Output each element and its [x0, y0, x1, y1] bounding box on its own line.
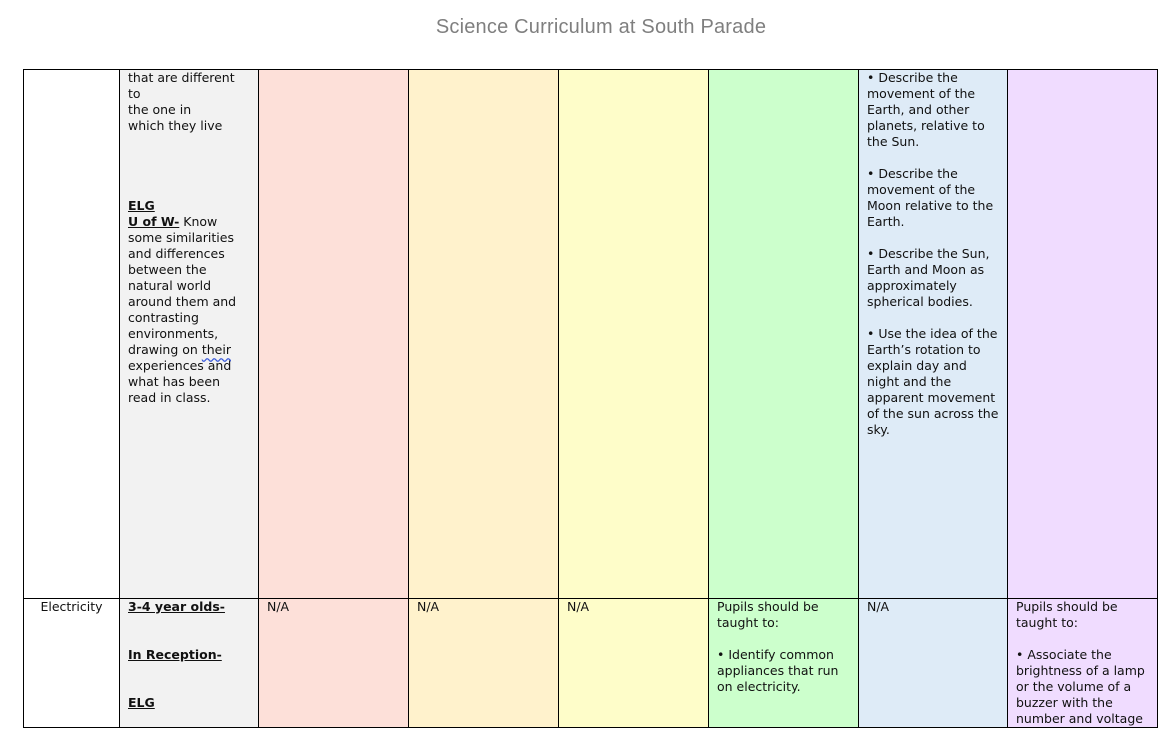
uow-paragraph — [128, 214, 250, 406]
bullet-point: • Use the idea of the Earth’s rotation to explain day and night and the apparent movement of the sun across the sky. — [867, 326, 999, 437]
eyfs-text-line: the one in — [128, 102, 192, 117]
year3-cell — [559, 70, 709, 599]
bullet-point: • Describe the movement of the Earth, and other planets, relative to the Sun. — [867, 70, 985, 149]
uow-label: U of W- — [128, 214, 180, 229]
year2-cell — [409, 70, 559, 599]
reception-heading: In Reception- — [128, 647, 222, 662]
intro-text: Pupils should be taught to: — [1016, 599, 1118, 630]
year1-cell — [259, 70, 409, 599]
year6-cell — [1008, 599, 1158, 728]
year3-cell: N/A — [559, 599, 709, 728]
table-row-electricity — [24, 599, 1158, 728]
year4-cell — [709, 599, 859, 728]
intro-text: Pupils should be taught to: — [717, 599, 819, 630]
uow-text: Know some similarities and differences between the natural world around them and contrasting environments, drawing on — [128, 214, 237, 357]
bullet-point: • Identify common appliances that run on electricity. — [717, 647, 839, 694]
bullet-point: • Describe the Sun, Earth and Moon as approximately spherical bodies. — [867, 246, 990, 309]
year5-cell — [859, 70, 1008, 599]
year6-cell — [1008, 70, 1158, 599]
uow-text-end: experiences and what has been read in class. — [128, 358, 232, 405]
page-title: Science Curriculum at South Parade — [435, 16, 767, 38]
curriculum-table — [23, 69, 1158, 728]
eyfs-cell — [120, 70, 259, 599]
spellcheck-word: their — [201, 342, 231, 357]
elg-heading: ELG — [128, 198, 155, 213]
age-heading: 3-4 year olds- — [128, 599, 225, 614]
bullet-point: • Associate the brightness of a lamp or the volume of a buzzer with the number and voltage — [1016, 647, 1145, 726]
bullet-point: • Describe the movement of the Moon relative to the Earth. — [867, 166, 994, 229]
year2-cell: N/A — [409, 599, 559, 728]
topic-cell: Electricity — [24, 599, 120, 728]
eyfs-cell — [120, 599, 259, 728]
eyfs-text-line: which they live — [128, 118, 223, 133]
year5-cell: N/A — [859, 599, 1008, 728]
topic-cell — [24, 70, 120, 599]
year4-cell — [709, 70, 859, 599]
year1-cell: N/A — [259, 599, 409, 728]
eyfs-text-line: that are different to — [128, 70, 235, 101]
table-row-earth-and-space — [24, 70, 1158, 599]
elg-heading: ELG — [128, 695, 155, 710]
